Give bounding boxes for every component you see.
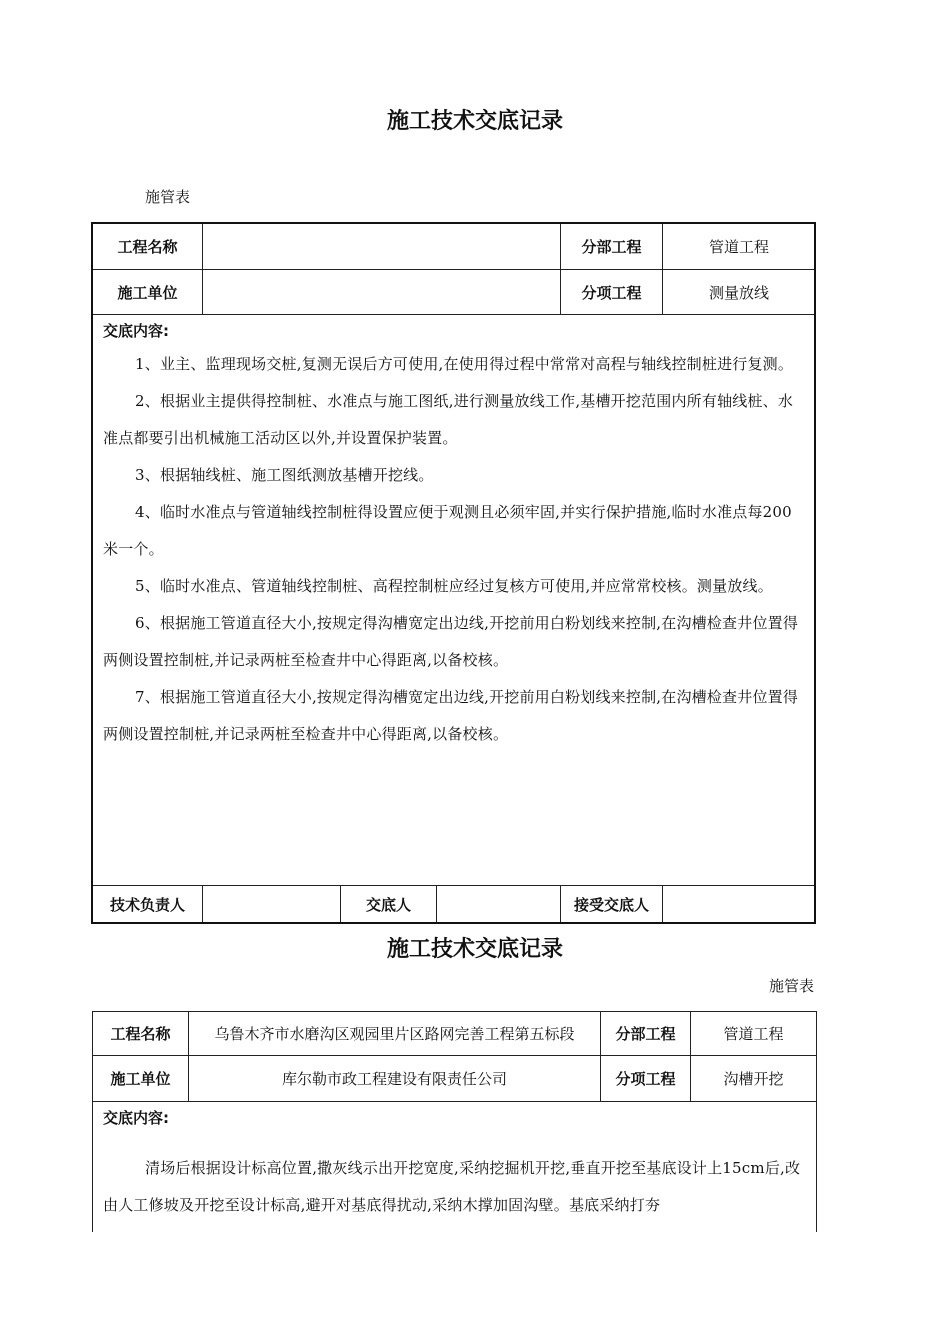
sub-item-value[interactable]: 测量放线 xyxy=(663,270,816,315)
content-paragraph: 5、临时水准点、管道轴线控制桩、高程控制桩应经过复核方可使用,并应常常校核。测量放线。 xyxy=(135,577,773,595)
content-paragraph: 6、根据施工管道直径大小,按规定得沟槽宽定出边线,开挖前用白粉划线来控制,在沟槽检查井位置得两侧设置控制桩,并记录两桩至检查井中心得距离,以备校核。 xyxy=(103,614,799,669)
sub-project-value[interactable]: 管道工程 xyxy=(691,1012,817,1056)
sub-project-label: 分部工程 xyxy=(601,1012,691,1056)
content-paragraph: 清场后根据设计标高位置,撒灰线示出开挖宽度,采纳挖掘机开挖,垂直开挖至基底设计上15cm后,改由人工修坡及开挖至设计标高,避开对基底得扰动,采纳木撑加固沟壁。基底采纳打夯 xyxy=(103,1159,801,1214)
disclosure-content xyxy=(93,315,816,886)
form-code: 施管表 xyxy=(145,188,191,206)
tech-lead-label: 技术负责人 xyxy=(93,886,203,924)
project-name-label: 工程名称 xyxy=(93,1012,189,1056)
construction-unit-label: 施工单位 xyxy=(93,270,203,315)
project-name-field[interactable] xyxy=(203,224,561,270)
content-paragraph: 2、根据业主提供得控制桩、水准点与施工图纸,进行测量放线工作,基槽开挖范围内所有轴线桩、水准点都要引出机械施工活动区以外,并设置保护装置。 xyxy=(103,392,794,447)
project-name-label: 工程名称 xyxy=(93,224,203,270)
content-paragraph: 1、业主、监理现场交桩,复测无误后方可使用,在使用得过程中常常对高程与轴线控制桩进行复测。 xyxy=(135,355,794,373)
sub-item-label: 分项工程 xyxy=(601,1056,691,1102)
form-code-2: 施管表 xyxy=(769,977,815,995)
sub-project-label: 分部工程 xyxy=(561,224,663,270)
construction-unit-label: 施工单位 xyxy=(93,1056,189,1102)
discloser-label: 交底人 xyxy=(341,886,437,924)
receiver-field[interactable] xyxy=(663,886,816,924)
disclosure-form-2 xyxy=(92,1011,817,1232)
sub-item-value[interactable]: 沟槽开挖 xyxy=(691,1056,817,1102)
content-paragraph: 3、根据轴线桩、施工图纸测放基槽开挖线。 xyxy=(135,466,434,484)
tech-lead-field[interactable] xyxy=(203,886,341,924)
project-name-field[interactable]: 乌鲁木齐市水磨沟区观园里片区路网完善工程第五标段 xyxy=(189,1012,601,1056)
page-title-2: 施工技术交底记录 xyxy=(386,937,563,962)
content-paragraph: 4、临时水准点与管道轴线控制桩得设置应便于观测且必须牢固,并实行保护措施,临时水准点每200米一个。 xyxy=(103,503,792,558)
construction-unit-field[interactable] xyxy=(203,270,561,315)
construction-unit-field[interactable]: 库尔勒市政工程建设有限责任公司 xyxy=(189,1056,601,1102)
discloser-field[interactable] xyxy=(437,886,561,924)
sub-item-label: 分项工程 xyxy=(561,270,663,315)
receiver-label: 接受交底人 xyxy=(561,886,663,924)
disclosure-content xyxy=(93,1102,817,1232)
content-paragraph: 7、根据施工管道直径大小,按规定得沟槽宽定出边线,开挖前用白粉划线来控制,在沟槽检查井位置得两侧设置控制桩,并记录两桩至检查井中心得距离,以备校核。 xyxy=(103,688,799,743)
disclosure-form-1 xyxy=(92,223,816,924)
content-label: 交底内容: xyxy=(103,1109,169,1127)
content-label: 交底内容: xyxy=(103,322,169,340)
page-title: 施工技术交底记录 xyxy=(386,109,563,134)
sub-project-value[interactable]: 管道工程 xyxy=(663,224,816,270)
